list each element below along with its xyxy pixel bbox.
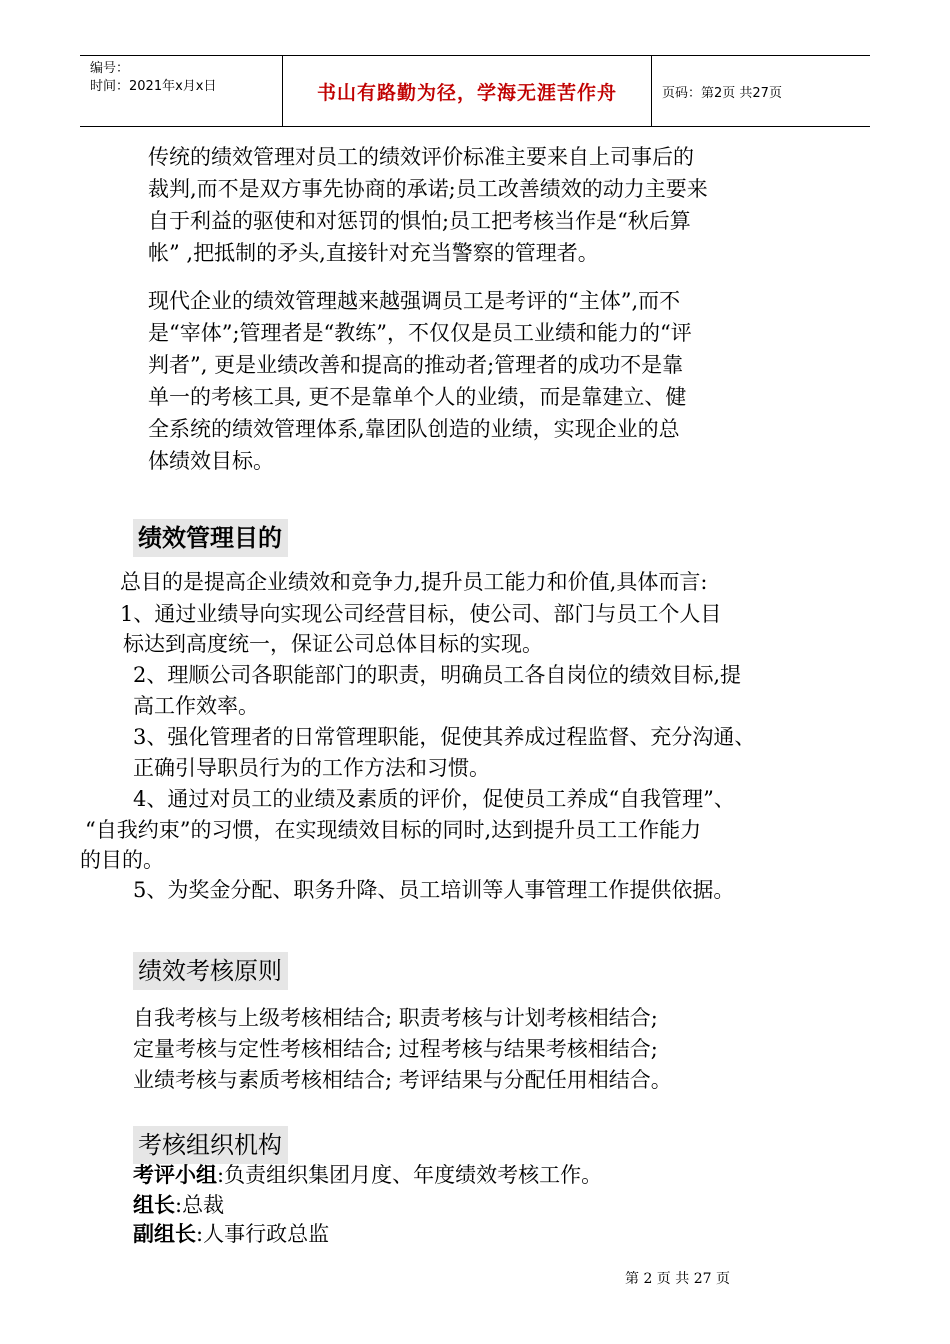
paragraph-line: 传统的绩效管理对员工的绩效评价标准主要来自上司事后的 bbox=[148, 145, 694, 169]
body-line: 正确引导职员行为的工作方法和习惯。 bbox=[133, 756, 490, 780]
org-item bbox=[133, 1160, 602, 1190]
paragraph-line: 现代企业的绩效管理越来越强调员工是考评的“主体”,而不 bbox=[148, 289, 681, 313]
body-line: 3、强化管理者的日常管理职能，促使其养成过程监督、充分沟通、 bbox=[133, 725, 756, 749]
header-motto: 书山有路勤为径，学海无涯苦作舟 bbox=[282, 56, 652, 126]
body-line: 自我考核与上级考核相结合; 职责考核与计划考核相结合; bbox=[133, 1006, 658, 1030]
body-line: “自我约束”的习惯，在实现绩效目标的同时,达到提升员工工作能力 bbox=[85, 818, 702, 842]
section-heading-goals: 绩效管理目的 bbox=[133, 519, 288, 557]
header-page-info: 页码：第2页 共27页 bbox=[662, 85, 782, 101]
body-line: 5、为奖金分配、职务升降、员工培训等人事管理工作提供依据。 bbox=[133, 878, 735, 902]
paragraph-line: 全系统的绩效管理体系,靠团队创造的业绩，实现企业的总 bbox=[148, 417, 680, 441]
body-line: 业绩考核与素质考核相结合; 考评结果与分配任用相结合。 bbox=[133, 1068, 672, 1092]
page-footer: 第 2 页 共 27 页 bbox=[625, 1271, 730, 1287]
body-line: 的目的。 bbox=[80, 848, 164, 872]
paragraph-line: 裁判,而不是双方事先协商的承诺;员工改善绩效的动力主要来 bbox=[148, 177, 708, 201]
document-number-label: 编号： bbox=[90, 61, 130, 76]
org-item-label: 考评小组 bbox=[133, 1163, 217, 1187]
section-heading-organization: 考核组织机构 bbox=[133, 1126, 288, 1164]
org-item bbox=[133, 1190, 224, 1220]
body-line: 1、通过业绩导向实现公司经营目标，使公司、部门与员工个人目 bbox=[120, 602, 722, 626]
org-item bbox=[133, 1219, 329, 1249]
section-heading-principles: 绩效考核原则 bbox=[133, 952, 288, 990]
body-line: 4、通过对员工的业绩及素质的评价，促使员工养成“自我管理”、 bbox=[133, 787, 735, 811]
body-line: 2、理顺公司各职能部门的职责，明确员工各自岗位的绩效目标,提 bbox=[133, 663, 742, 687]
org-item-text: :总裁 bbox=[175, 1193, 225, 1217]
paragraph-line: 帐” ,把抵制的矛头,直接针对充当警察的管理者。 bbox=[148, 241, 599, 265]
header-meta bbox=[80, 56, 282, 126]
paragraph-line: 单一的考核工具, 更不是靠单个人的业绩，而是靠建立、健 bbox=[148, 385, 687, 409]
paragraph-line: 判者”, 更是业绩改善和提高的推动者;管理者的成功不是靠 bbox=[148, 353, 684, 377]
body-line: 高工作效率。 bbox=[133, 694, 259, 718]
body-line: 标达到高度统一，保证公司总体目标的实现。 bbox=[123, 632, 543, 656]
org-item-label: 组长 bbox=[133, 1193, 175, 1217]
document-time-label: 时间：2021年x月x日 bbox=[90, 79, 217, 94]
body-line: 定量考核与定性考核相结合; 过程考核与结果考核相结合; bbox=[133, 1037, 658, 1061]
paragraph-line: 体绩效目标。 bbox=[148, 449, 274, 473]
paragraph-line: 是“宰体”;管理者是“教练”，不仅仅是员工业绩和能力的“评 bbox=[148, 321, 692, 345]
org-item-text: :负责组织集团月度、年度绩效考核工作。 bbox=[217, 1163, 603, 1187]
body-line: 总目的是提高企业绩效和竞争力,提升员工能力和价值,具体而言: bbox=[120, 570, 708, 594]
org-item-label: 副组长 bbox=[133, 1222, 196, 1246]
org-item-text: :人事行政总监 bbox=[196, 1222, 330, 1246]
page-header bbox=[80, 55, 870, 127]
paragraph-line: 自于利益的驱使和对惩罚的惧怕;员工把考核当作是“秋后算 bbox=[148, 209, 691, 233]
